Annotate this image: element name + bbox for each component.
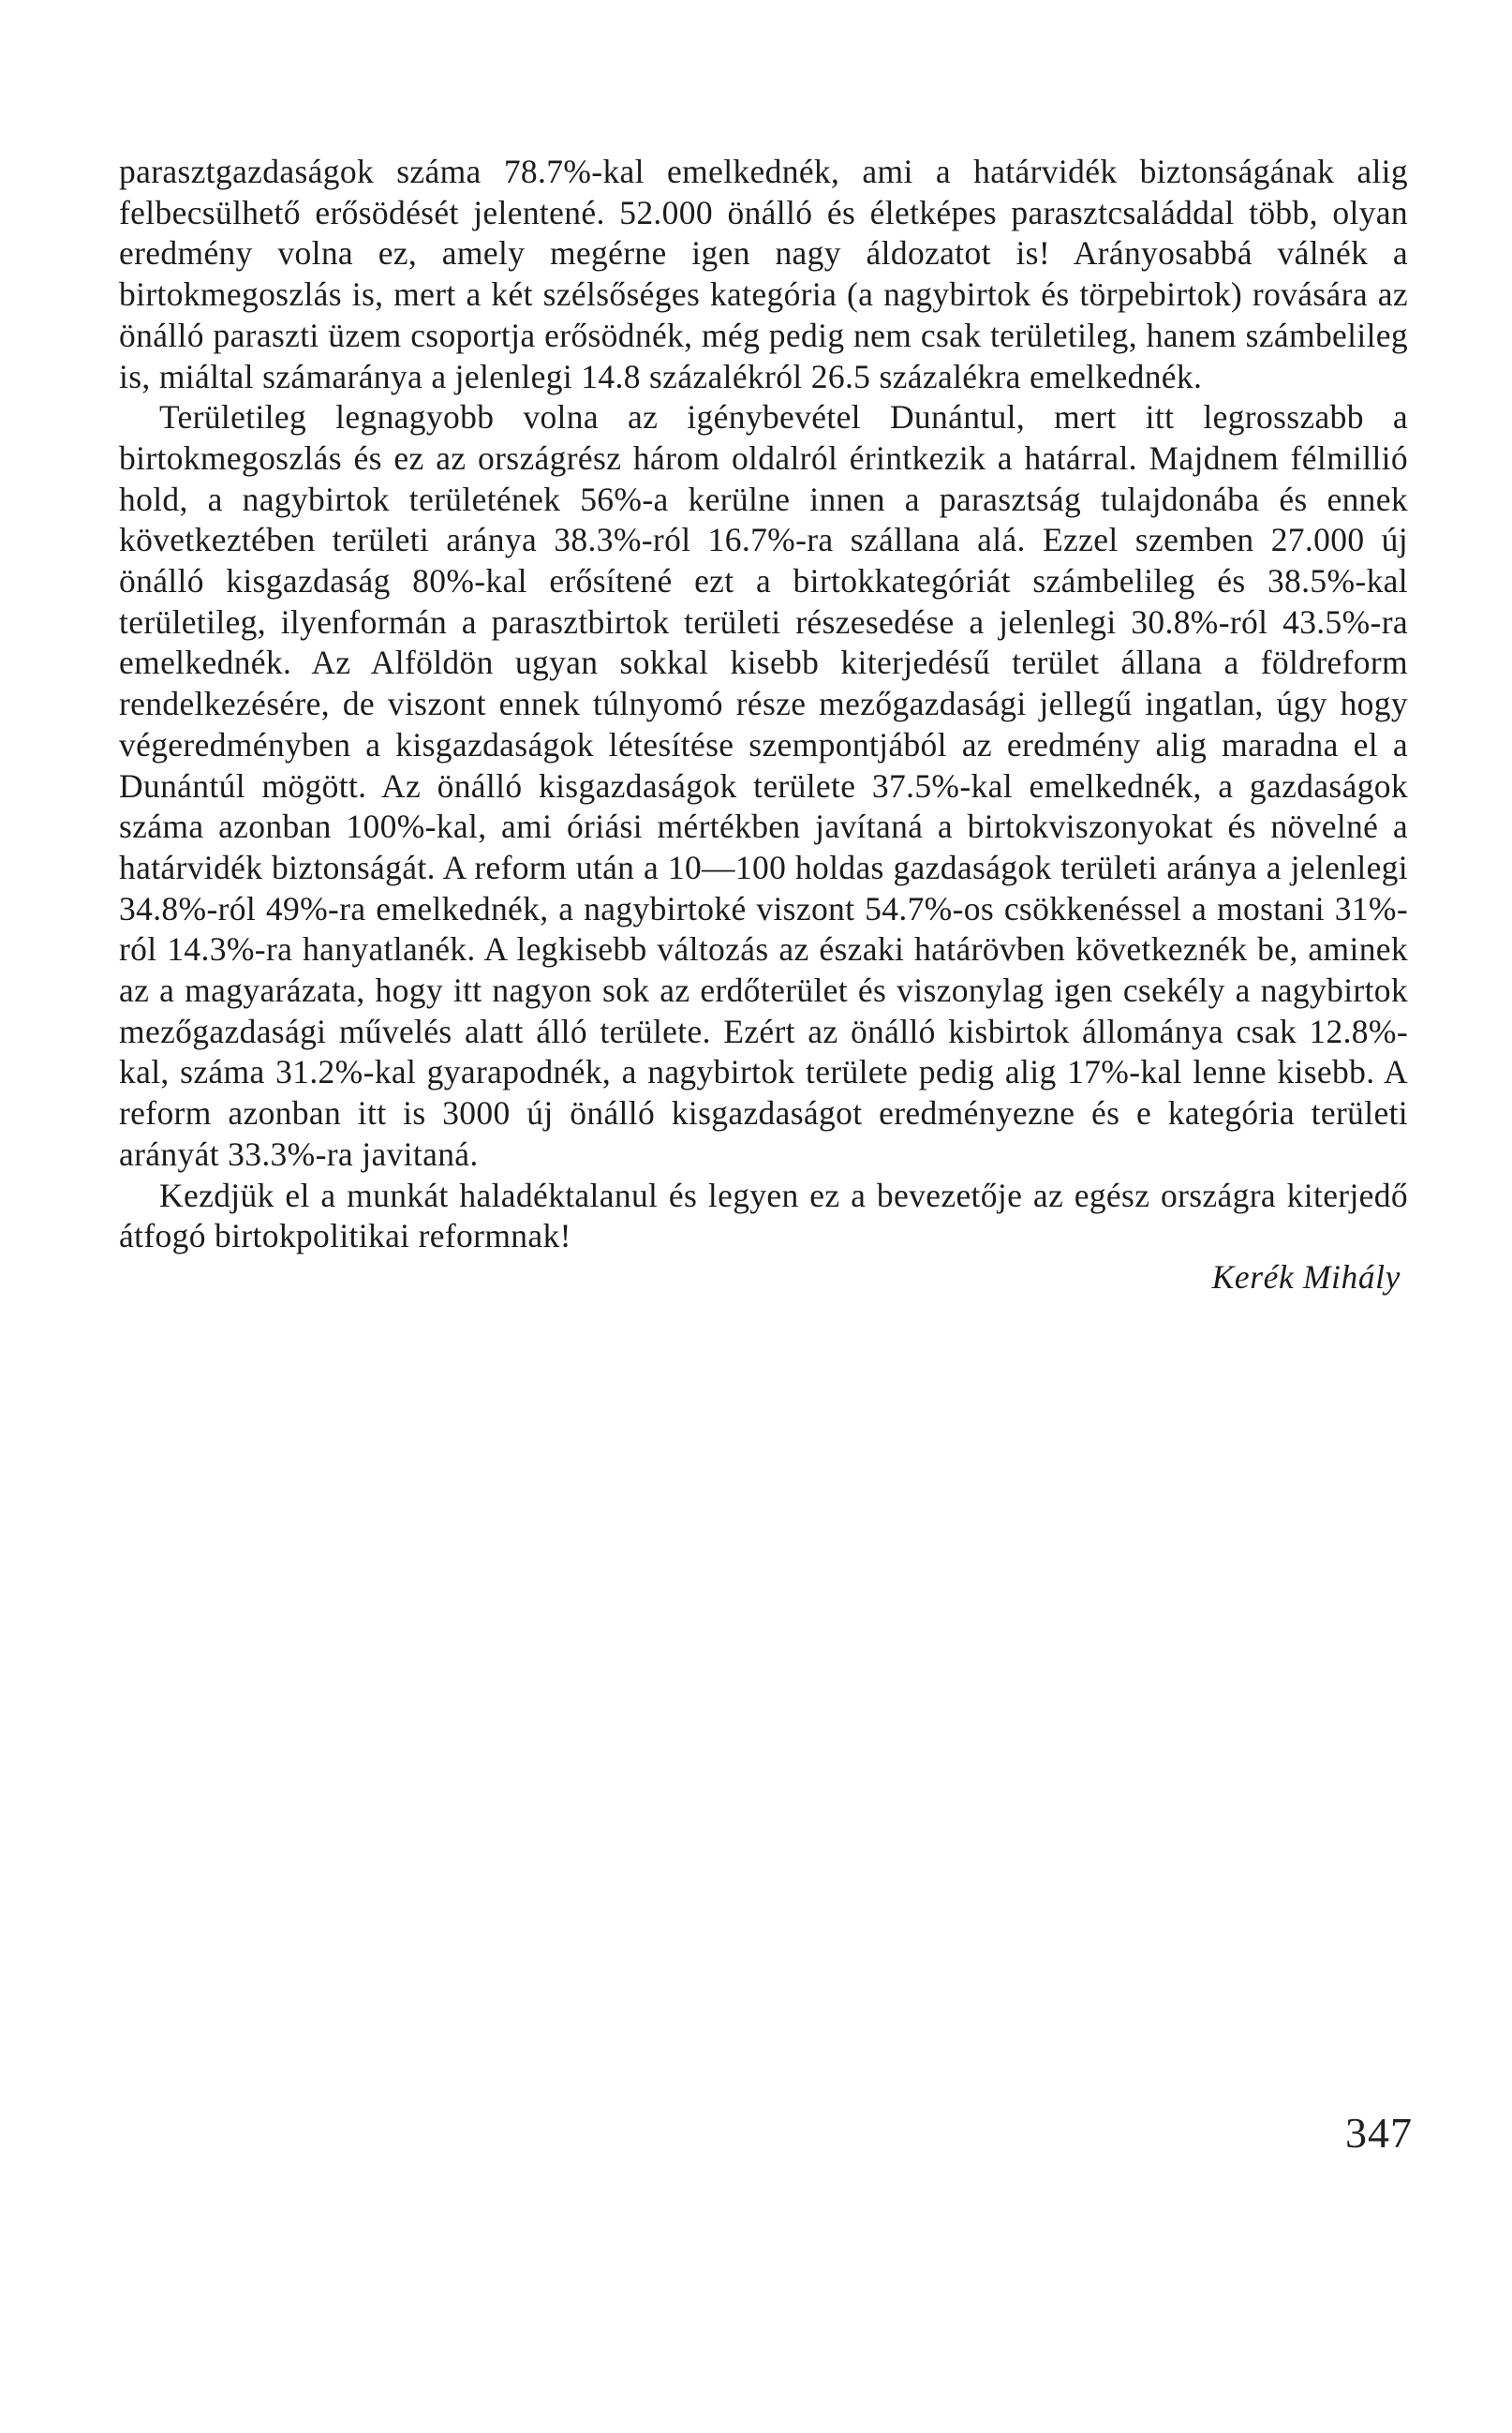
paragraph-territorial-analysis: Területileg legnagyobb volna az igénybevétel Dunántul, mert itt legrosszabb a birtokmegoszlás és ez az országrész három oldalról érintkezik a határral. Majdnem félmillió hold, a nagybirtok területének 56%-a kerülne innen a parasztság tulajdonába és ennek következtében területi aránya 38.3%-ról 16.7%-ra szállana alá. Ezzel szemben 27.000 új önálló kisgazdaság 80%-kal erősítené ezt a birtokkategóriát számbelileg és 38.5%-kal területileg, ilyenformán a parasztbirtok területi részesedése a jelenlegi 30.8%-ról 43.5%-ra emelkednék. Az Alföldön ugyan sokkal kisebb kiterjedésű terület állana a földreform rendelkezésére, de viszont ennek túlnyomó része mezőgazdasági jellegű ingatlan, úgy hogy végeredményben a kisgazdaságok létesítése szempontjából az eredmény alig maradna el a Dunántúl mögött. Az önálló kisgazdaságok területe 37.5%-kal emelkednék, a gazdaságok száma azonban 100%-kal, ami óriási mértékben javítaná a birtokviszonyokat és növelné a határvidék biztonságát. A reform után a 10—100 holdas gazdaságok területi aránya a jelenlegi 34.8%-ról 49%-ra emelkednék, a nagybirtoké viszont 54.7%-os csökkenéssel a mostani 31%-ról 14.3%-ra hanyatlanék. A legkisebb változás az északi határövben következnék be, aminek az a magyarázata, hogy itt nagyon sok az erdőterület és viszonylag igen csekély a nagybirtok mezőgazdasági művelés alatt álló területe. Ezért az önálló kisbirtok állománya csak 12.8%-kal, száma 31.2%-kal gyarapodnék, a nagybirtok területe pedig alig 17%-kal lenne kisebb. A reform azonban itt is 3000 új önálló kisgazdaságot eredményezne és e kategória területi arányát 33.3%-ra javitaná.: [119, 398, 1408, 1173]
author-signature: Kerék Mihály: [1211, 1257, 1401, 1296]
page-number: 347: [1345, 2109, 1413, 2157]
paragraph-conclusion: Kezdjük el a munkát haladéktalanul és legyen ez a bevezetője az egész országra kiterjedő átfogó birtokpolitikai reformnak!: [119, 1176, 1408, 1255]
paragraph-continuation: parasztgazdaságok száma 78.7%-kal emelkednék, ami a határvidék biztonságának alig felbecsülhető erősödését jelentené. 52.000 önálló és életképes parasztcsaláddal több, olyan eredmény volna ez, amely megérne igen nagy áldozatot is! Arányosabbá válnék a birtokmegoszlás is, mert a két szélsőséges kategória (a nagybirtok és törpebirtok) rovására az önálló paraszti üzem csoportja erősödnék, még pedig nem csak területileg, hanem számbelileg is, miáltal számaránya a jelenlegi 14.8 százalékról 26.5 százalékra emelkednék.: [119, 153, 1408, 395]
article-body: [119, 152, 1408, 1298]
